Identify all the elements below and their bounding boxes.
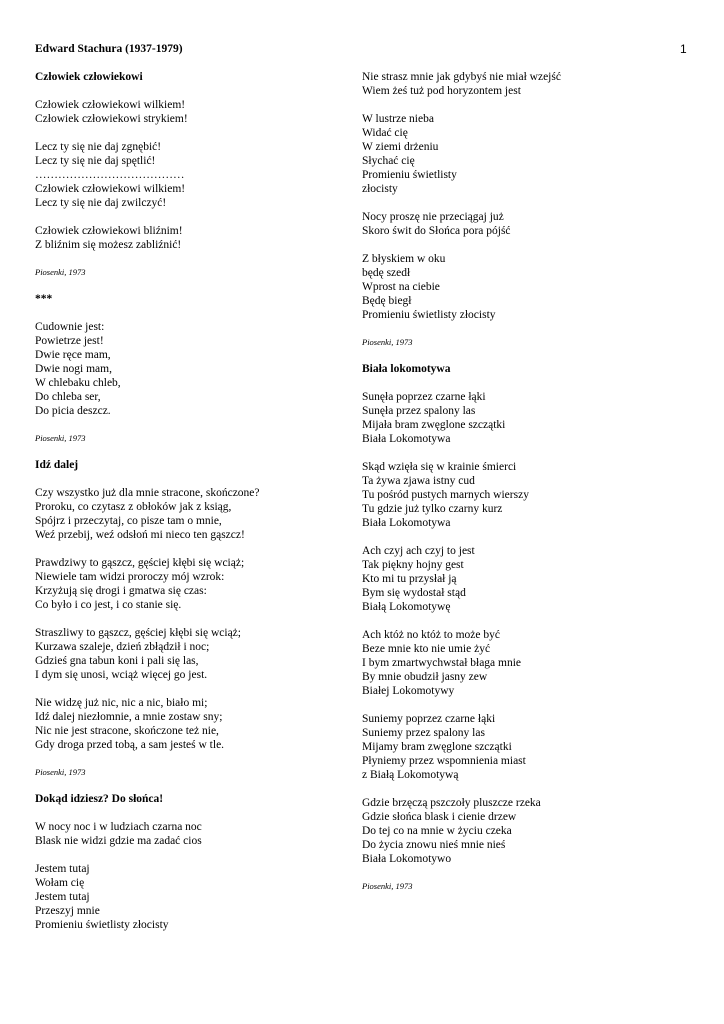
poem-line: Prawdziwy to gąszcz, gęściej kłębi się wciąż; xyxy=(35,557,245,569)
poem-line: Wiem żeś tuż pod horyzontem jest xyxy=(362,85,521,97)
document-header: Edward Stachura (1937-1979) xyxy=(35,43,183,55)
poem-line: Nocy proszę nie przeciągaj już xyxy=(362,211,504,223)
poem-line: Jestem tutaj xyxy=(35,891,90,903)
poem-line: Skąd wzięła się w krainie śmierci xyxy=(362,461,517,473)
poem-line: Mijała bram zwęglone szczątki xyxy=(362,419,506,431)
poem-line: Białej Lokomotywy xyxy=(362,685,455,697)
poem xyxy=(35,792,355,932)
poem-line: Człowiek człowiekowi strykiem! xyxy=(35,113,188,125)
poem-line: Spójrz i przeczytaj, co pisze tam o mnie, xyxy=(35,515,222,527)
right-column xyxy=(362,70,682,906)
poem-line: W nocy noc i w ludziach czarna noc xyxy=(35,821,202,833)
poem-title: Biała lokomotywa xyxy=(362,363,451,375)
poem-title: Człowiek człowiekowi xyxy=(35,71,143,83)
poem-line: Do chleba ser, xyxy=(35,391,101,403)
stanza xyxy=(35,320,355,418)
poem-line: Słychać cię xyxy=(362,155,415,167)
poem-source: Piosenki, 1973 xyxy=(362,881,413,891)
poem-line: W ziemi drżeniu xyxy=(362,141,439,153)
poem-line: Gdzie brzęczą pszczoły pluszcze rzeka xyxy=(362,797,541,809)
poem-line: Gdzie słońca blask i cienie drzew xyxy=(362,811,517,823)
poem-line: Lecz ty się nie daj zwilczyć! xyxy=(35,197,167,209)
poem-line: Biała Lokomotywa xyxy=(362,433,451,445)
poem xyxy=(35,458,355,778)
poem-source: Piosenki, 1973 xyxy=(35,767,86,777)
stanza xyxy=(362,796,682,866)
poem-line: Krzyżują się drogi i gmatwa się czas: xyxy=(35,585,207,597)
poem-line: Promieniu świetlisty xyxy=(362,169,457,181)
stanza xyxy=(35,556,355,612)
poem-line: Gdy droga przed tobą, a sam jesteś w tle. xyxy=(35,739,225,751)
poem-line: Gdzieś gna tabun koni i pali się las, xyxy=(35,655,199,667)
stanza xyxy=(35,696,355,752)
stanza xyxy=(362,628,682,698)
poem-line: Suniemy przez spalony las xyxy=(362,727,485,739)
stanza xyxy=(35,820,355,848)
poem-line: W lustrze nieba xyxy=(362,113,434,125)
poem-line: Do tej co na mnie w życiu czeka xyxy=(362,825,512,837)
poem-source: Piosenki, 1973 xyxy=(362,337,413,347)
poem xyxy=(35,70,355,278)
poem-line: Promieniu świetlisty złocisty xyxy=(35,919,169,931)
poem-line: Co było i co jest, i co stanie się. xyxy=(35,599,182,611)
poem-line: Ach czyj ach czyj to jest xyxy=(362,545,475,557)
stanza xyxy=(35,626,355,682)
poem-line: Białą Lokomotywę xyxy=(362,601,451,613)
poem-line: Widać cię xyxy=(362,127,408,139)
poem-line: Niewiele tam widzi proroczy mój wzrok: xyxy=(35,571,225,583)
poem-title: Dokąd idziesz? Do słońca! xyxy=(35,793,164,805)
poem-line: Przeszyj mnie xyxy=(35,905,100,917)
poem-line: Nic nie jest stracone, skończone też nie, xyxy=(35,725,219,737)
poem-line: Dwie nogi mam, xyxy=(35,363,112,375)
poem-title: *** xyxy=(35,293,53,305)
poem-line: Dwie ręce mam, xyxy=(35,349,111,361)
poem-line: Straszliwy to gąszcz, gęściej kłębi się wciąż; xyxy=(35,627,241,639)
poem-line: Człowiek człowiekowi wilkiem! xyxy=(35,183,186,195)
stanza xyxy=(362,544,682,614)
poem-line: Proroku, co czytasz z obłoków jak z ksiąg, xyxy=(35,501,232,513)
poem xyxy=(362,70,682,348)
poem-line: Suniemy poprzez czarne łąki xyxy=(362,713,496,725)
poem-line: Nie strasz mnie jak gdybyś nie miał wzejść xyxy=(362,71,561,83)
poem-line: Sunęła przez spalony las xyxy=(362,405,476,417)
poem-line: Wołam cię xyxy=(35,877,85,889)
poem-line: Czy wszystko już dla mnie stracone, skończone? xyxy=(35,487,260,499)
poem-line: złocisty xyxy=(362,183,398,195)
poem-line: Do picia deszcz. xyxy=(35,405,111,417)
poem-line: Tu gdzie już tylko czarny kurz xyxy=(362,503,503,515)
poem-line: Sunęła poprzez czarne łąki xyxy=(362,391,486,403)
poem-line: I bym zmartwychwstał błaga mnie xyxy=(362,657,522,669)
poem-line: Cudownie jest: xyxy=(35,321,105,333)
poem-line: Ta żywa zjawa istny cud xyxy=(362,475,475,487)
poem-line: Kto mi tu przysłał ją xyxy=(362,573,457,585)
poem-line: Biała Lokomotywa xyxy=(362,517,451,529)
stanza xyxy=(362,390,682,446)
stanza xyxy=(362,460,682,530)
poem-line: Biała Lokomotywo xyxy=(362,853,452,865)
poem-line: Lecz ty się nie daj spętlić! xyxy=(35,155,156,167)
poem-line: będę szedł xyxy=(362,267,411,279)
poem-line: Do życia znowu nieś mnie nieś xyxy=(362,839,506,851)
stanza xyxy=(362,210,682,238)
poem-line: Idź dalej niezłomnie, a mnie zostaw sny; xyxy=(35,711,223,723)
poem-line: Wprost na ciebie xyxy=(362,281,440,293)
poem-line: Blask nie widzi gdzie ma zadać cios xyxy=(35,835,202,847)
poem-line: Tu pośród pustych marnych wierszy xyxy=(362,489,529,501)
left-column xyxy=(35,70,355,946)
poem-line: Kurzawa szaleje, dzień zbłądził i noc; xyxy=(35,641,210,653)
poem-line: z Białą Lokomotywą xyxy=(362,769,459,781)
stanza xyxy=(362,70,682,98)
poem-line: Skoro świt do Słońca pora pójść xyxy=(362,225,511,237)
stanza xyxy=(35,98,355,126)
poem xyxy=(362,362,682,892)
poem-line: I dym się unosi, wciąż więcej go jest. xyxy=(35,669,208,681)
poem-line: Będę biegł xyxy=(362,295,412,307)
poem-line: Weź przebij, weź odsłoń mi nieco ten gąszcz! xyxy=(35,529,245,541)
poem-line: Promieniu świetlisty złocisty xyxy=(362,309,496,321)
page-number: 1 xyxy=(680,42,687,56)
poem xyxy=(35,292,355,444)
poem-line: W chlebaku chleb, xyxy=(35,377,121,389)
poem-line: Z błyskiem w oku xyxy=(362,253,446,265)
poem-line: ………………………………… xyxy=(35,169,185,181)
stanza xyxy=(35,862,355,932)
poem-line: Człowiek człowiekowi wilkiem! xyxy=(35,99,186,111)
stanza xyxy=(362,252,682,322)
poem-line: Mijamy bram zwęglone szczątki xyxy=(362,741,512,753)
poem-source: Piosenki, 1973 xyxy=(35,433,86,443)
poem-line: Powietrze jest! xyxy=(35,335,104,347)
poem-source: Piosenki, 1973 xyxy=(35,267,86,277)
poem-line: Tak piękny hojny gest xyxy=(362,559,464,571)
stanza xyxy=(362,112,682,196)
stanza xyxy=(35,224,355,252)
poem-line: Nie widzę już nic, nic a nic, biało mi; xyxy=(35,697,208,709)
poem-line: Płyniemy przez wspomnienia miast xyxy=(362,755,526,767)
stanza xyxy=(35,140,355,210)
poem-line: Ach któż no któż to może być xyxy=(362,629,500,641)
poem-line: Jestem tutaj xyxy=(35,863,90,875)
poem-line: Człowiek człowiekowi bliźnim! xyxy=(35,225,183,237)
poem-line: Beze mnie kto nie umie żyć xyxy=(362,643,491,655)
poem-line: By mnie obudził jasny zew xyxy=(362,671,488,683)
poem-title: Idź dalej xyxy=(35,459,79,471)
poem-line: Z bliźnim się możesz zabliźnić! xyxy=(35,239,182,251)
stanza xyxy=(35,486,355,542)
poem-line: Bym się wydostał stąd xyxy=(362,587,466,599)
poem-line: Lecz ty się nie daj zgnębić! xyxy=(35,141,162,153)
stanza xyxy=(362,712,682,782)
